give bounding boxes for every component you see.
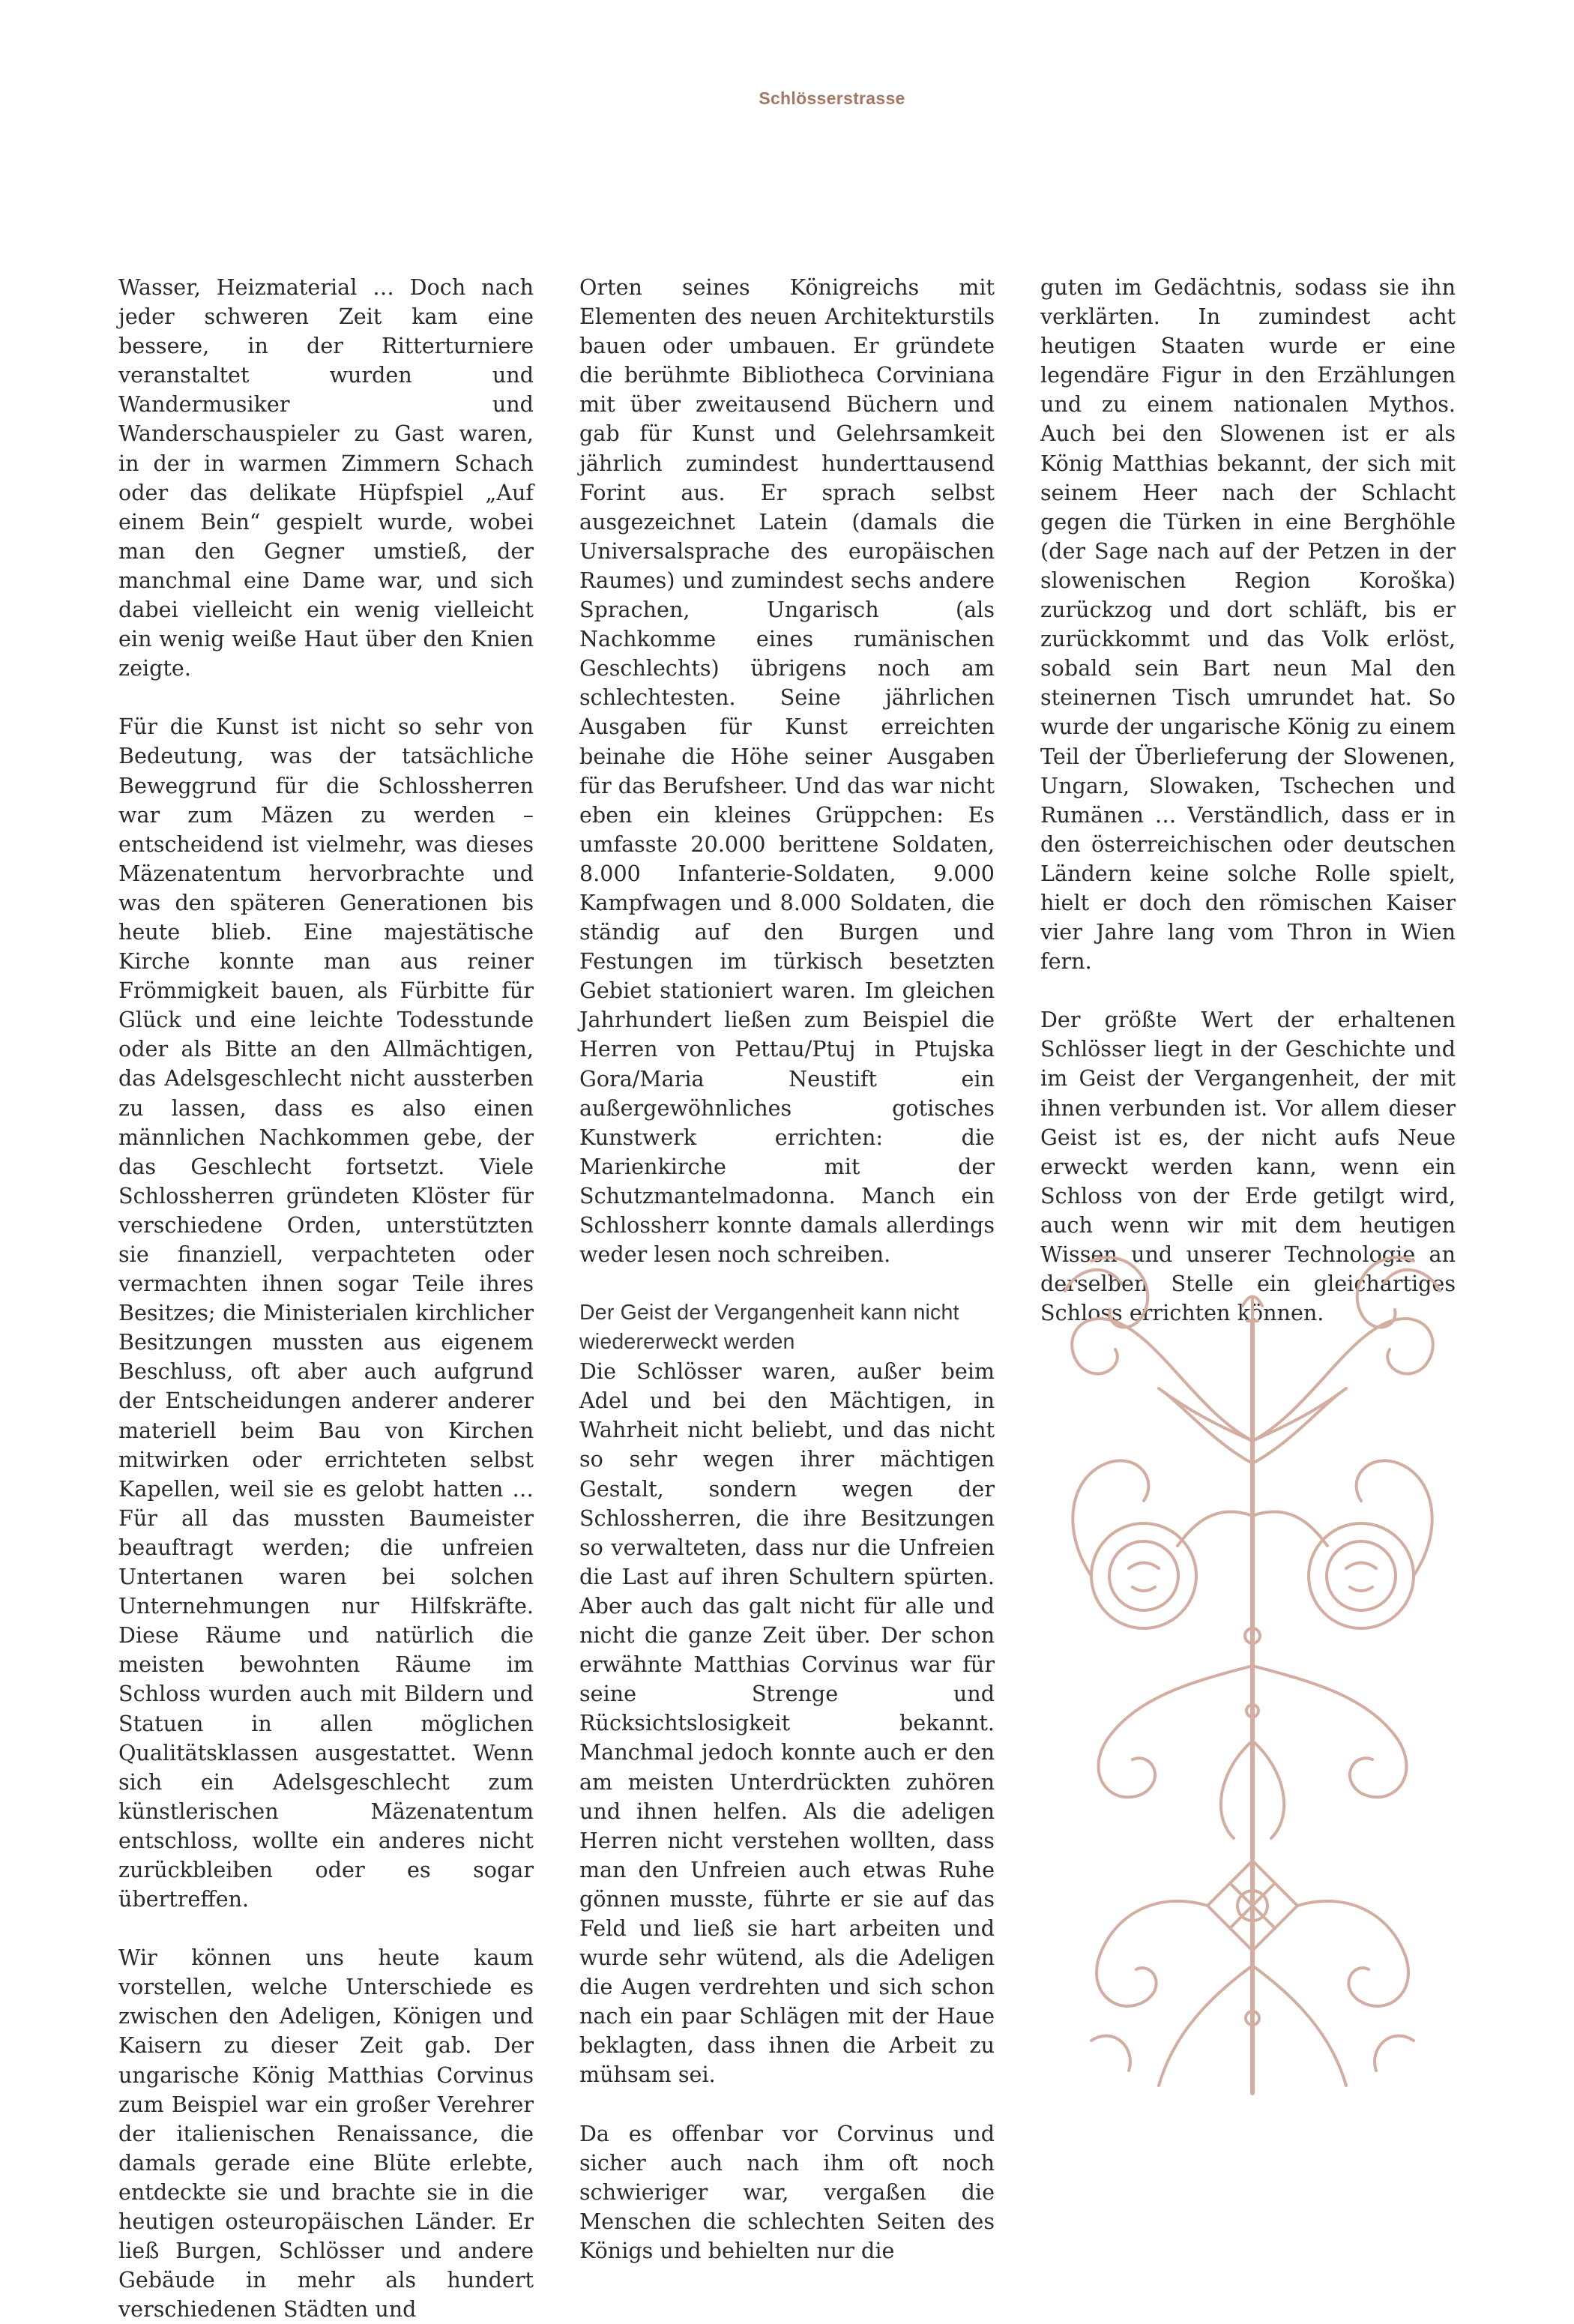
- body-paragraph: Wasser, Heizmaterial … Doch nach jeder schweren Zeit kam eine bessere, in der Ritterturniere veranstaltet wurden und Wandermusiker und Wanderschauspieler zu Gast waren, in der in warmen Zimmern Schach oder das delikate Hüpfspiel „Auf einem Bein“ gespielt wurde, wobei man den Gegner umstieß, der manchmal eine Dame war, und sich dabei vielleicht ein wenig vielleicht ein wenig weiße Haut über den Knien zeigte.: [118, 274, 534, 681]
- body-paragraph: Die Schlösser waren, außer beim Adel und bei den Mächtigen, in Wahrheit nicht beliebt, und das nicht so sehr wegen ihrer mächtigen Gestalt, sondern wegen der Schlossherren, die ihre Besitzungen so verwalteten, dass nur die Unfreien die Last auf ihren Schultern spürten. Aber auch das galt nicht für alle und nicht die ganze Zeit über. Der schon erwähnte Matthias Corvinus war für seine Strenge und Rücksichtslosigkeit bekannt. Manchmal jedoch konnte auch er den am meisten Unterdrückten zuhören und ihnen helfen. Als die adeligen Herren nicht verstehen wollten, dass man den Unfreien auch etwas Ruhe gönnen musste, führte er sie auf das Feld und ließ sie hart arbeiten und wurde sehr wütend, als die Adeligen die Augen verdrehten und sich schon nach ein paar Schlägen mit der Haue beklagten, dass ihnen die Arbeit zu mühsam sei.: [579, 1358, 995, 2088]
- running-head-title: Schlösserstrasse: [759, 88, 905, 108]
- text-column-1: [118, 273, 534, 2324]
- body-paragraph: Da es offenbar vor Corvinus und sicher auch nach ihm oft noch schwieriger war, vergaßen die Menschen die schlechten Seiten des Königs und behielten nur die: [579, 2120, 995, 2263]
- text-column-3: [1040, 273, 1456, 1328]
- body-paragraph: Für die Kunst ist nicht so sehr von Bedeutung, was der tatsächliche Beweggrund für die Schlossherren war zum Mäzen zu werden – entscheidend ist vielmehr, was dieses Mäzenatentum hervorbrachte und was den späteren Generationen bis heute blieb. Eine majestätische Kirche konnte man aus reiner Frömmigkeit bauen, als Fürbitte für Glück und eine leichte Todesstunde oder als Bitte an den Allmächtigen, das Adelsgeschlecht nicht aussterben zu lassen, dass es also einen männlichen Nachkommen gebe, der das Geschlecht fortsetzt. Viele Schlossherren gründeten Klöster für verschiedene Orden, unterstützten sie finanziell, verpachteten oder vermachten ihnen sogar Teile ihres Besitzes; die Ministerialen kirchlicher Besitzungen mussten aus eigenem Beschluss, oft aber auch aufgrund der Entscheidungen anderer anderer materiell beim Bau von Kirchen mitwirken oder errichteten selbst Kapellen, weil sie es gelobt hatten … Für all das mussten Baumeister beauftragt werden; die unfreien Untertanen waren bei solchen Unternehmungen nur Hilfskräfte. Diese Räume und natürlich die meisten bewohnten Räume im Schloss wurden auch mit Bildern und Statuen in allen möglichen Qualitätsklassen ausgestattet. Wenn sich ein Adelsgeschlecht zum künstlerischen Mäzenatentum entschloss, wollte ein anderes nicht zurückbleiben oder es sogar übertreffen.: [118, 714, 534, 1912]
- text-column-2: [579, 273, 995, 2266]
- body-paragraph: Wir können uns heute kaum vorstellen, welche Unterschiede es zwischen den Adeligen, Königen und Kaisern zu dieser Zeit gab. Der ungarische König Matthias Corvinus zum Beispiel war ein großer Verehrer der italienischen Renaissance, die damals gerade eine Blüte erlebte, entdeckte sie und brachte sie in die heutigen osteuropäischen Länder. Er ließ Burgen, Schlösser und andere Gebäude in mehr als hundert verschiedenen Städten und: [118, 1945, 534, 2323]
- ornamental-engraving-icon: [1046, 1216, 1459, 2099]
- section-heading: Der Geist der Vergangenheit kann nicht wiedererweckt werden: [579, 1301, 959, 1355]
- body-paragraph: Der größte Wert der erhaltenen Schlösser liegt in der Geschichte und im Geist der Vergangenheit, der mit ihnen verbunden ist. Vor allem dieser Geist ist es, der nicht aufs Neue erweckt werden kann, wenn ein Schloss von der Erde getilgt wird, auch wenn wir mit dem heutigen Wissen und unserer Technologie an derselben Stelle ein gleichartiges Schloss errichten können.: [1040, 1007, 1456, 1326]
- body-paragraph: Orten seines Königreichs mit Elementen des neuen Architekturstils bauen oder umbauen. Er gründete die berühmte Bibliotheca Corviniana mit über zweitausend Büchern und gab für Kunst und Gelehrsamkeit jährlich zumindest hunderttausend Forint aus. Er sprach selbst ausgezeichnet Latein (damals die Universalsprache des europäischen Raumes) und zumindest sechs andere Sprachen, Ungarisch (als Nachkomme eines rumänischen Geschlechts) übrigens noch am schlechtesten. Seine jährlichen Ausgaben für Kunst erreichten beinahe die Höhe seiner Ausgaben für das Berufsheer. Und das war nicht eben ein kleines Grüppchen: Es umfasste 20.000 berittene Soldaten, 8.000 Infanterie-Soldaten, 9.000 Kampfwagen und 8.000 Soldaten, die ständig auf den Burgen und Festungen im türkisch besetzten Gebiet stationiert waren. Im gleichen Jahrhundert ließen zum Beispiel die Herren von Pettau/Ptuj in Ptujska Gora/Maria Neustift ein außergewöhnliches gotisches Kunstwerk errichten: die Marienkirche mit der Schutzmantelmadonna. Manch ein Schlossherr konnte damals allerdings weder lesen noch schreiben.: [579, 274, 995, 1268]
- body-paragraph: guten im Gedächtnis, sodass sie ihn verklärten. In zumindest acht heutigen Staaten wurde er eine legendäre Figur in den Erzählungen und zu einem nationalen Mythos. Auch bei den Slowenen ist er als König Matthias bekannt, der sich mit seinem Heer nach der Schlacht gegen die Türken in eine Berghöhle (der Sage nach auf der Petzen in der slowenischen Region Koroška) zurückzog und dort schläft, bis er zurückkommt und das Volk erlöst, sobald sein Bart neun Mal den steinernen Tisch umrundet hat. So wurde der ungarische König zu einem Teil der Überlieferung der Slowenen, Ungarn, Slowaken, Tschechen und Rumänen … Verständlich, dass er in den österreichischen oder deutschen Ländern keine solche Rolle spielt, hielt er doch den römischen Kaiser vier Jahre lang vom Thron in Wien fern.: [1040, 274, 1456, 975]
